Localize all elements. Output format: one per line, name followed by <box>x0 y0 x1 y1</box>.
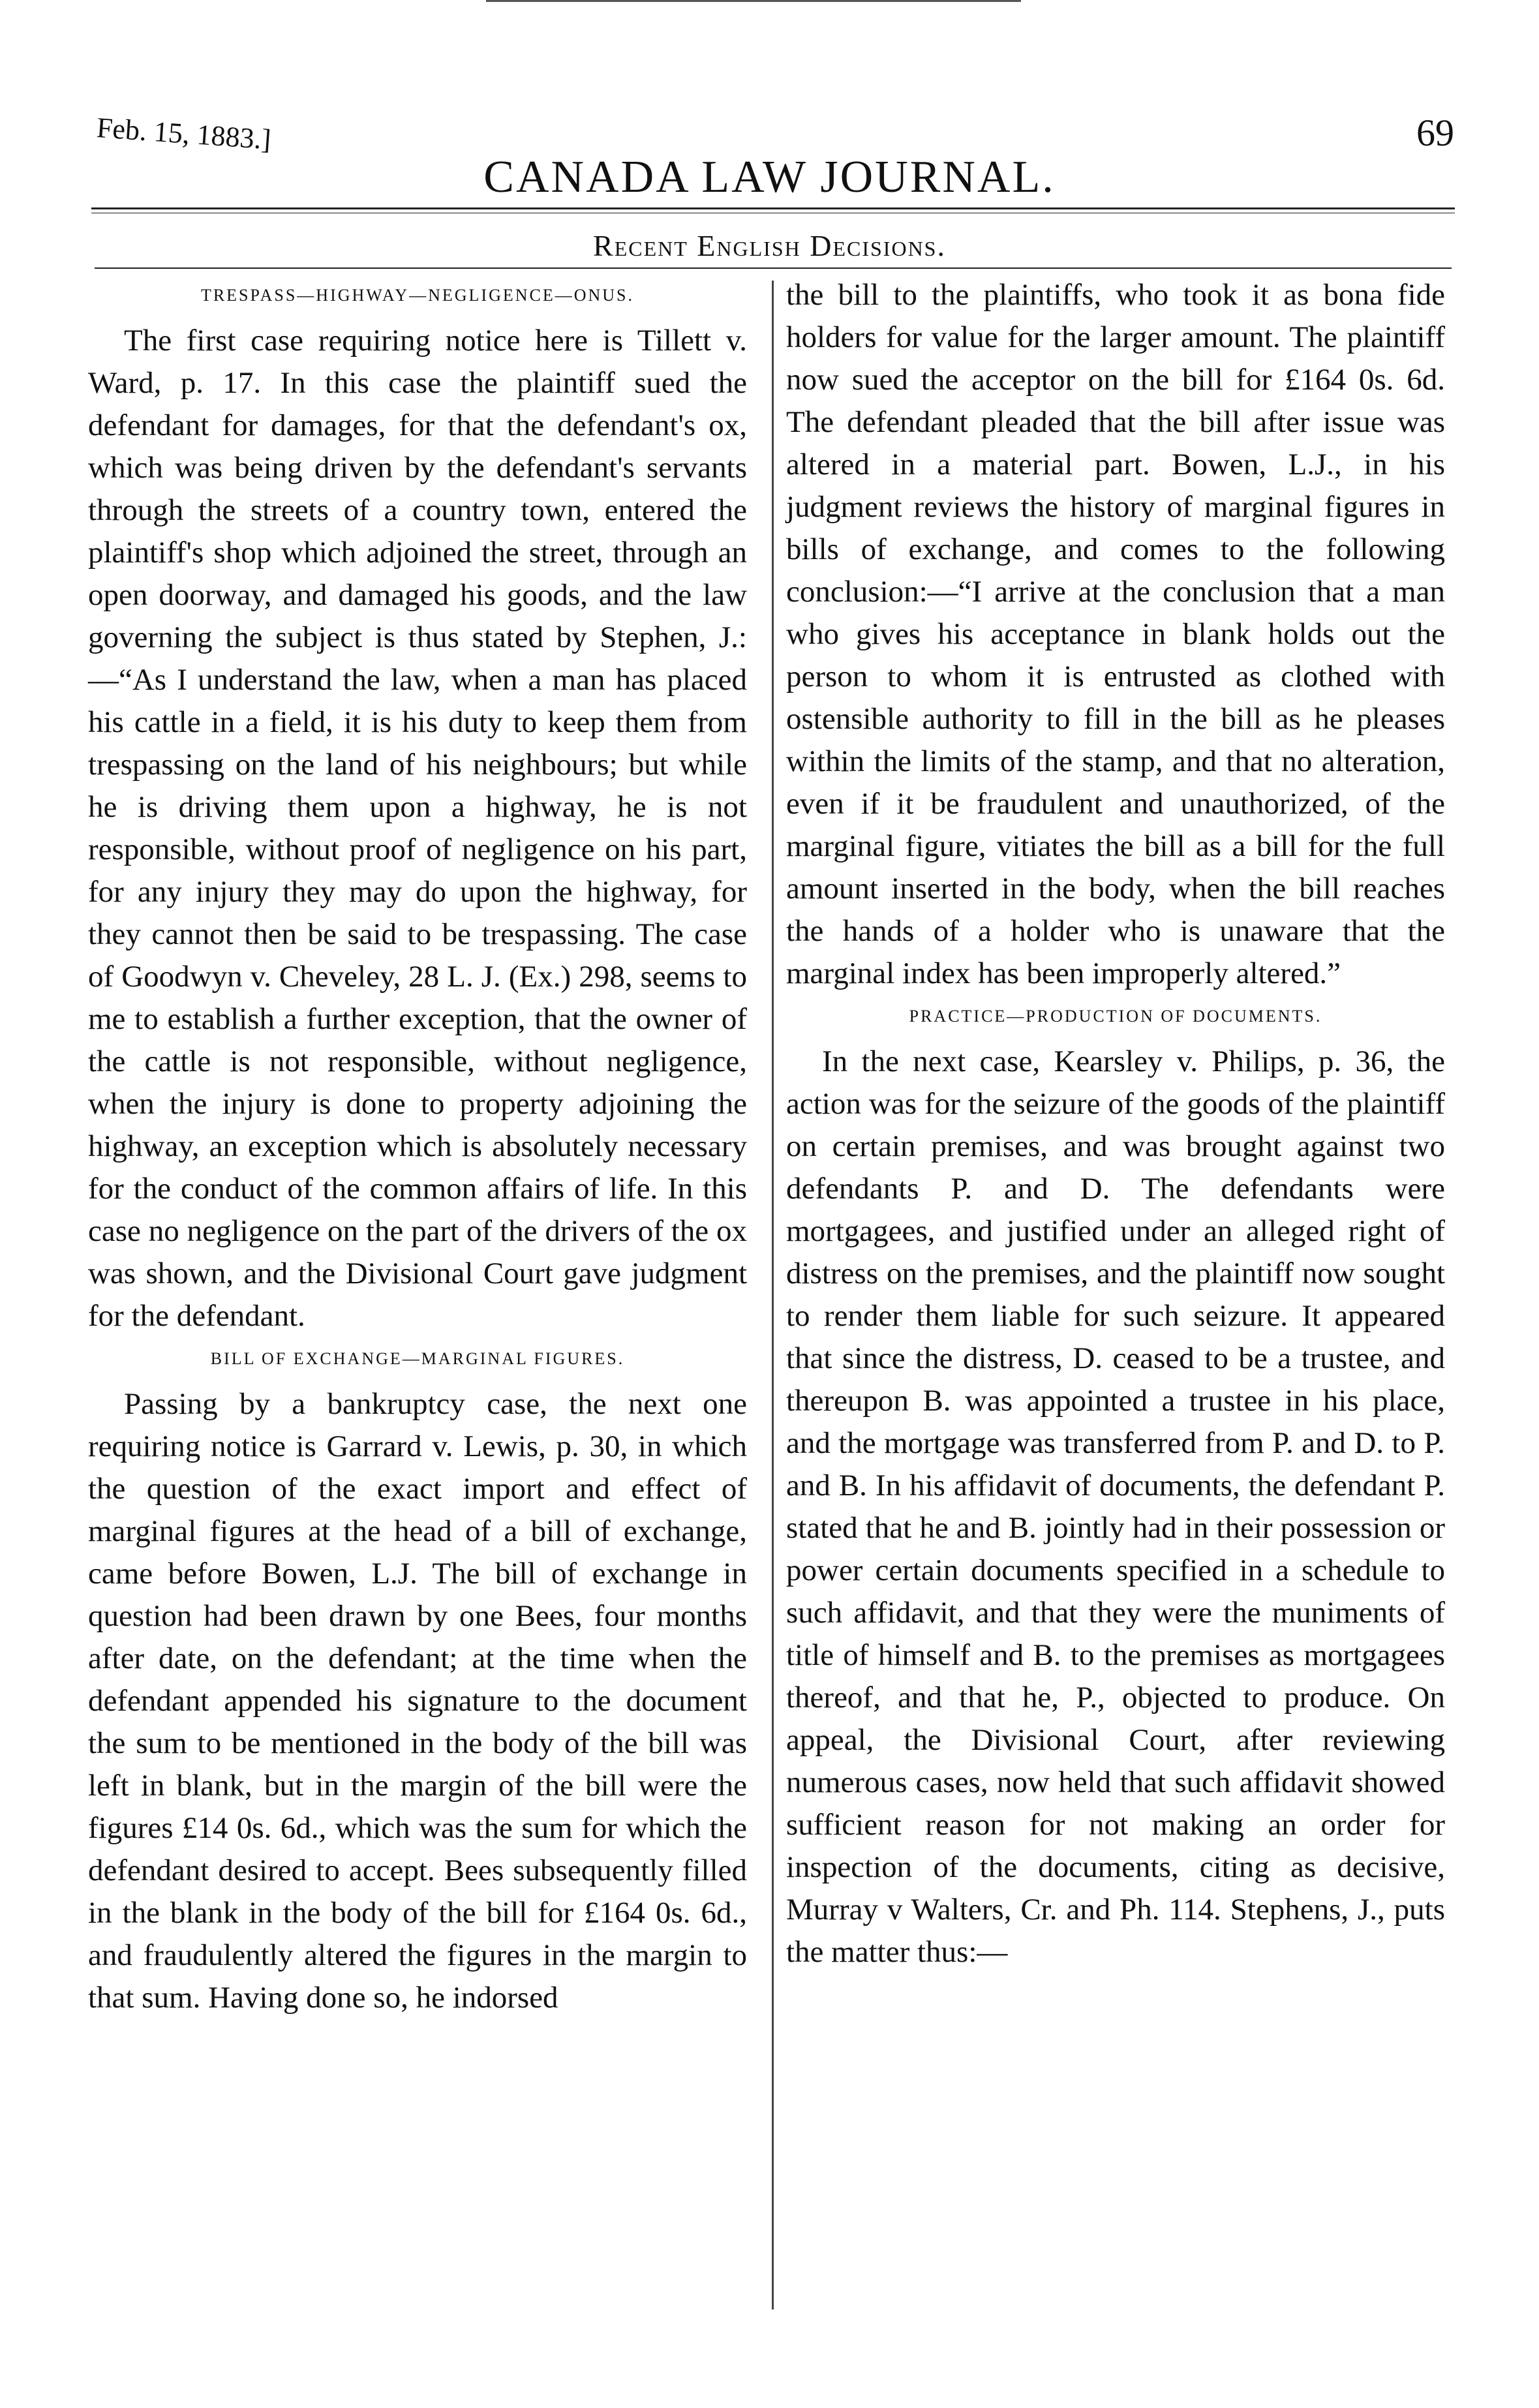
paragraph-garrard-v-lewis: Passing by a bankruptcy case, the next one requiring notice is Garrard v. Lewis, p. 30, in which the question of the exact import and effect of marginal figures at the head of a bill of exchange, came before Bowen, L.J. The bill of exchange in question had been drawn by one Bees, four months after date, on the defendant; at the time when the defendant appended his signature to the document the sum to be mentioned in the body of the bill was left in blank, but in the margin of the bill were the figures £14 0s. 6d., which was the sum for which the defendant desired to accept. Bees subsequently filled in the blank in the body of the bill for £164 0s. 6d., and fraudulently altered the figures in the margin to that sum. Having done so, he indorsed <box>88 1387 747 2015</box>
journal-title: CANADA LAW JOURNAL. <box>483 152 1056 202</box>
header-rule-top <box>91 207 1455 209</box>
heading-production-of-documents: PRACTICE—PRODUCTION OF DOCUMENTS. <box>909 1007 1322 1026</box>
right-column <box>786 274 1445 1974</box>
top-rule <box>486 0 1021 2</box>
paragraph-tillett-v-ward: The first case requiring notice here is Tillett v. Ward, p. 17. In this case the plaintiff sued the defendant for damages, for that the defendant's ox, which was being driven by the defendant's servants through the streets of a country town, entered the plaintiff's shop which adjoined the street, through an open doorway, and damaged his goods, and the law governing the subject is thus stated by Stephen, J.:—“As I understand the law, when a man has placed his cattle in a field, it is his duty to keep them from trespassing on the land of his neighbours; but while he is driving them upon a highway, he is not responsible, without proof of negligence on his part, for any injury they may do upon the highway, for they cannot then be said to be trespassing. The case of Goodwyn v. Cheveley, 28 L. J. (Ex.) 298, seems to me to establish a further exception, that the owner of the cattle is not responsible, without negligence, when the injury is done to property adjoining the highway, an exception which is absolutely necessary for the conduct of the common affairs of life. In this case no negligence on the part of the drivers of the ox was shown, and the Divisional Court gave judgment for the defendant. <box>88 324 747 1333</box>
left-column <box>88 274 747 2019</box>
paragraph-bill-continued: the bill to the plaintiffs, who took it as bona fide holders for value for the larger amount. The plaintiff now sued the acceptor on the bill for £164 0s. 6d. The defendant pleaded that the bill after issue was altered in a material part. Bowen, L.J., in his judgment reviews the history of marginal figures in bills of exchange, and comes to the following conclusion:—“I arrive at the conclusion that a man who gives his acceptance in blank holds out the person to whom it is entrusted as clothed with ostensible authority to fill in the bill as he pleases within the limits of the stamp, and that no alteration, even if it be fraudulent and unauthorized, of the marginal figure, vitiates the bill as a bill for the full amount inserted in the body, when the bill reaches the hands of a holder who is unaware that the marginal index has been improperly altered.” <box>786 278 1445 990</box>
page-number: 69 <box>1416 112 1454 154</box>
section-title: Recent English Decisions. <box>593 229 946 262</box>
paragraph-kearsley-v-philips: In the next case, Kearsley v. Philips, p. 36, the action was for the seizure of the goods of the plaintiff on certain premises, and was brought against two defendants P. and D. The defendants were mortgagees, and justified under an alleged right of distress on the premises, and the plaintiff now sought to render them liable for such seizure. It appeared that since the distress, D. ceased to be a trustee, and thereupon B. was appointed a trustee in his place, and the mortgage was transferred from P. and D. to P. and B. In his affidavit of documents, the defendant P. stated that he and B. jointly had in their possession or power certain documents specified in a schedule to such affidavit, and that they were the muniments of title of himself and B. to the premises as mortgagees thereof, and that he, P., objected to produce. On appeal, the Divisional Court, after reviewing numerous cases, now held that such affidavit showed sufficient reason for not making an order for inspection of the documents, citing as decisive, Murray v Walters, Cr. and Ph. 114. Stephens, J., puts the matter thus:— <box>786 1044 1445 1969</box>
issue-date: Feb. 15, 1883.] <box>95 111 272 156</box>
heading-bill-of-exchange: BILL OF EXCHANGE—MARGINAL FIGURES. <box>210 1349 625 1368</box>
section-rule <box>95 267 1452 269</box>
column-divider <box>772 281 774 2309</box>
heading-trespass: TRESPASS—HIGHWAY—NEGLIGENCE—ONUS. <box>200 286 635 305</box>
